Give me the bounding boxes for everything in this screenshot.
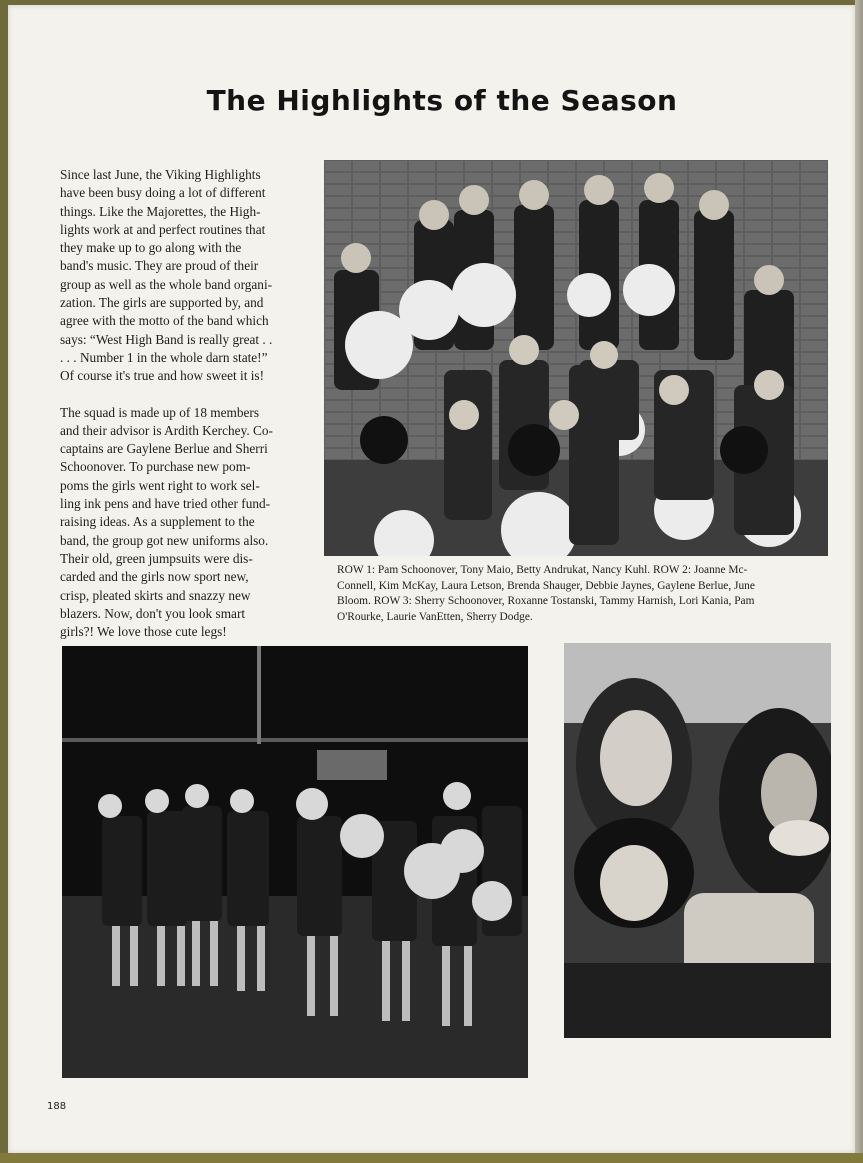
article-paragraph-1: Since last June, the Viking Highlights have been busy doing a lot of different things. Like the Majorettes, the High- lights work at and perfect routines that they make up to go along with the band's music. They are proud of their group as well as the whole band organi- zation. The girls are supported by, and agree with the motto of the band which says: “West High Band is really great . . . . . Number 1 in the whole darn state!” Of course it's true and how sweet it is! (60, 167, 273, 384)
group-photo (324, 160, 828, 556)
closeup-photo (564, 643, 831, 1038)
article-paragraph-2: The squad is made up of 18 members and their advisor is Ardith Kerchey. Co- captains are Gaylene Berlue and Sherri Schoonover. To purchase new pom- poms the girls went right to work sel- ling ink pens and have tried other fund- raising ideas. As a supplement to the band, the group got new uniforms also. Their old, green jumpsuits were dis- carded and the girls now sport new, crisp, pleated skirts and snazzy new blazers. Now, don't you look smart girls?! We love those cute legs! (60, 404, 273, 640)
page-number: 188 (47, 1101, 67, 1112)
page-binding-edge (855, 0, 863, 1163)
article-body (60, 166, 306, 659)
page-bottom-edge (0, 1153, 863, 1163)
page-title: The Highlights of the Season (206, 84, 678, 117)
field-performance-photo (62, 646, 528, 1078)
group-photo-caption: ROW 1: Pam Schoonover, Tony Maio, Betty Andrukat, Nancy Kuhl. ROW 2: Joanne Mc- Connell, Kim McKay, Laura Letson, Brenda Shauger, Debbie Jaynes, Gaylene Berlue, June Bloom. ROW 3: Sherry Schoonover, Roxanne Tostanski, Tammy Harnish, Lori Kania, Pam O'Rourke, Laurie VanEtten, Sherry Dodge. (337, 564, 755, 624)
